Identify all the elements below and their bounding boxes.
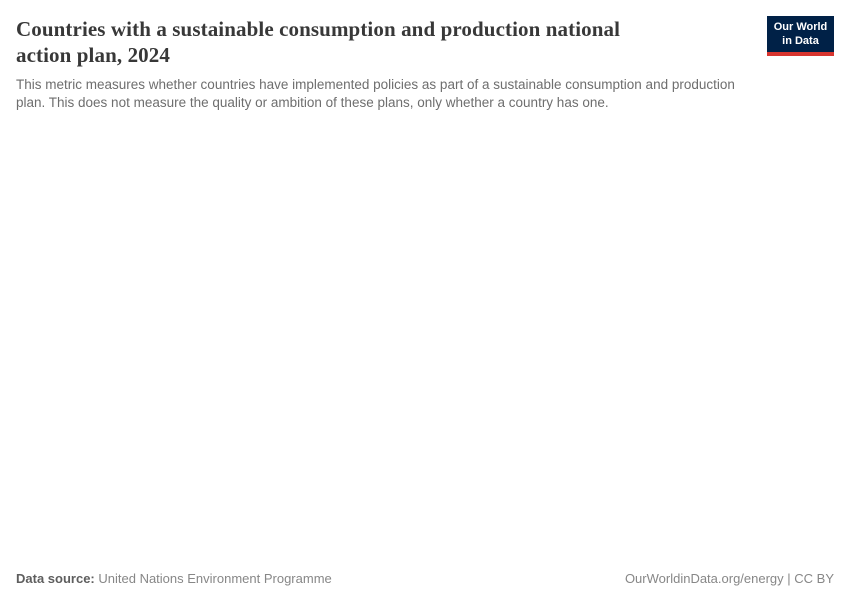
- chart-subtitle-line-1: This metric measures whether countries have implemented policies as part of a sustainable consumption and production: [16, 77, 735, 92]
- chart-title: [16, 16, 834, 68]
- chart-subtitle: [16, 76, 834, 111]
- owid-logo-text-line-1: Our World: [773, 21, 828, 33]
- chart-title-line-2: action plan, 2024: [16, 43, 170, 67]
- chart-footer: [16, 570, 834, 587]
- chart-title-line-1: Countries with a sustainable consumption and production national: [16, 17, 621, 41]
- chart-header: [16, 16, 834, 111]
- data-source-value: United Nations Environment Programme: [98, 571, 332, 586]
- chart-subtitle-line-2: plan. This does not measure the quality or ambition of these plans, only whether a country has one.: [16, 94, 609, 110]
- data-source-label: Data source:: [16, 571, 95, 586]
- map-plot-area-empty: [16, 120, 834, 560]
- owid-logo-text-line-2: in Data: [782, 34, 819, 47]
- owid-logo: [767, 16, 834, 56]
- attribution-text: OurWorldinData.org/energy | CC BY: [624, 571, 834, 586]
- data-source: [16, 570, 332, 587]
